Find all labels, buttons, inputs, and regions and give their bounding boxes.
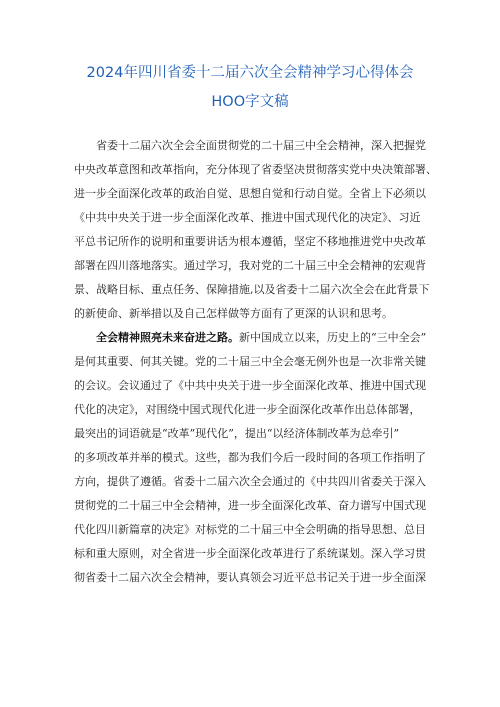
paragraph-first-line xyxy=(96,331,430,345)
document-title: 2024年四川省委十二届六次全会精神学习心得体会 xyxy=(86,65,414,81)
paragraph-text: 新中国成立以来，历史上的“三中全会” xyxy=(239,331,427,344)
document-subtitle: HOO字文稿 xyxy=(211,94,289,110)
paragraph-line: 贯彻党的二十届三中全会精神，进一步全面深化改革、奋力谱写中国式现 xyxy=(74,499,426,512)
paragraph-line: 最突出的词语就是“改革”现代化”，提出“以经济体制改革为总牵引” xyxy=(74,427,400,440)
paragraph-line: 代化的决定》，对围绕中国式现代化进一步全面深化改革作出总体部署， xyxy=(74,403,421,416)
paragraph-line: 彻省委十二届六次全会精神，要认真领会习近平总书记关于进一步全面深 xyxy=(74,571,426,584)
paragraph-line: 部署在四川落地落实。通过学习，我对党的二十届三中全会精神的宏观背 xyxy=(74,259,426,272)
paragraph-line: 方向，提供了遵循。省委十二届六次全会通过的《中共四川省委关于深入 xyxy=(74,475,426,488)
paragraph-line: 标和重大原则，对全省进一步全面深化改革进行了系统谋划。深入学习贯 xyxy=(74,547,426,560)
paragraph-line: 《中共中央关于进一步全面深化改革、推进中国式现代化的决定》、习近 xyxy=(74,211,421,224)
paragraph-line: 景、战略目标、重点任务、保障措施,以及省委十二届六次全会在此背景下 xyxy=(74,283,430,296)
paragraph-line: 中央改革意图和改革指向，充分体现了省委坚决贯彻落实党中央决策部署、 xyxy=(74,163,437,176)
paragraph-line: 省委十二届六次全会全面贯彻党的二十届三中全会精神，深入把握党 xyxy=(96,139,426,152)
paragraph-line: 的多项改革并举的模式。这些，都为我们今后一段时间的各项工作指明了 xyxy=(74,451,426,464)
paragraph-line: 的新使命、新举措以及自己怎样做等方面有了更深的认识和思考。 xyxy=(74,307,393,320)
paragraph-line: 代化四川新篇章的决定》对标党的二十届三中全会明确的指导思想、总目 xyxy=(74,523,426,536)
section-heading: 全会精神照亮未来奋进之路。 xyxy=(96,331,239,344)
paragraph-line: 平总书记所作的说明和重要讲话为根本遵循，坚定不移地推进党中央改革 xyxy=(74,235,426,248)
paragraph-line: 的会议。会议通过了《中共中央关于进一步全面深化改革、推进中国式现 xyxy=(74,379,426,392)
paragraph-line: 是何其重要、何其关键。党的二十届三中全会毫无例外也是一次非常关键 xyxy=(74,355,426,368)
paragraph-line: 进一步全面深化改革的政治自觉、思想自觉和行动自觉。全省上下必须以 xyxy=(74,187,426,200)
